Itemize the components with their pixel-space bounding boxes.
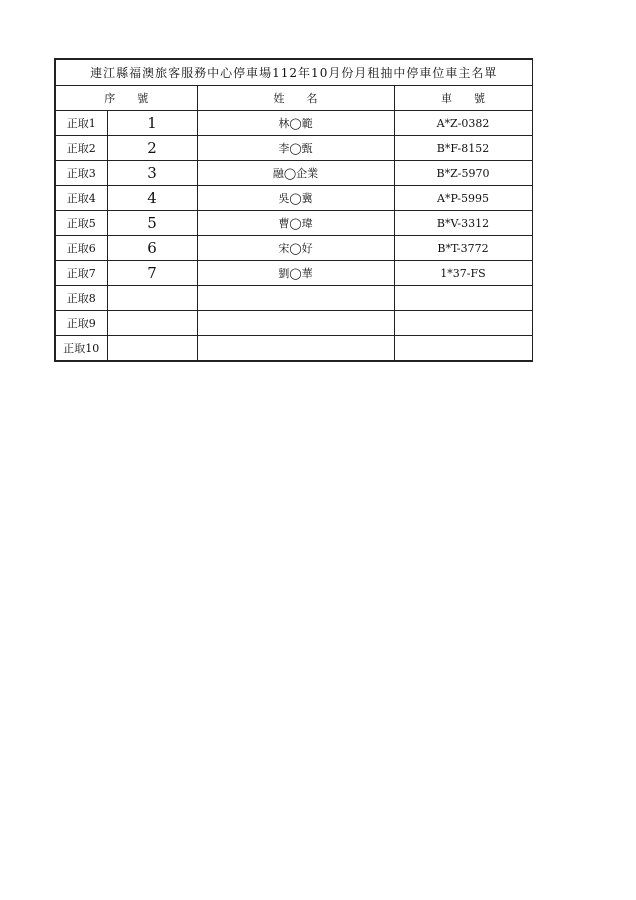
row-number: 4 (107, 186, 197, 211)
row-plate (394, 336, 532, 362)
row-label: 正取9 (55, 311, 107, 336)
row-plate (394, 286, 532, 311)
table-row (55, 161, 532, 186)
row-name (197, 336, 394, 362)
row-name: 吳◯冀 (197, 186, 394, 211)
row-number (107, 336, 197, 362)
row-plate: A*P-5995 (394, 186, 532, 211)
table-row (55, 186, 532, 211)
table-body (55, 111, 532, 362)
table-row (55, 311, 532, 336)
table-row (55, 336, 532, 362)
row-plate: B*F-8152 (394, 136, 532, 161)
table-row (55, 261, 532, 286)
row-label: 正取2 (55, 136, 107, 161)
row-plate: B*Z-5970 (394, 161, 532, 186)
row-number: 1 (107, 111, 197, 136)
row-name: 林◯範 (197, 111, 394, 136)
row-number: 7 (107, 261, 197, 286)
row-label: 正取8 (55, 286, 107, 311)
row-number: 5 (107, 211, 197, 236)
table-row (55, 111, 532, 136)
row-name (197, 311, 394, 336)
document-title: 連江縣福澳旅客服務中心停車場112年10月份月租抽中停車位車主名單 (55, 59, 532, 86)
row-name: 李◯甄 (197, 136, 394, 161)
row-name: 融◯企業 (197, 161, 394, 186)
table-row (55, 286, 532, 311)
row-name: 曹◯瑋 (197, 211, 394, 236)
row-name: 劉◯華 (197, 261, 394, 286)
title-row (55, 59, 532, 86)
row-plate: 1*37-FS (394, 261, 532, 286)
row-label: 正取7 (55, 261, 107, 286)
row-plate: B*V-3312 (394, 211, 532, 236)
row-number: 2 (107, 136, 197, 161)
header-plate: 車 號 (394, 86, 532, 111)
winner-list-table (54, 58, 533, 362)
row-number: 6 (107, 236, 197, 261)
row-name (197, 286, 394, 311)
row-name: 宋◯好 (197, 236, 394, 261)
table-row (55, 136, 532, 161)
header-name: 姓 名 (197, 86, 394, 111)
row-plate: B*T-3772 (394, 236, 532, 261)
row-number: 3 (107, 161, 197, 186)
winner-list-sheet (54, 58, 531, 362)
header-sequence: 序 號 (55, 86, 197, 111)
row-number (107, 311, 197, 336)
row-label: 正取6 (55, 236, 107, 261)
table-row (55, 236, 532, 261)
table-row (55, 211, 532, 236)
row-plate: A*Z-0382 (394, 111, 532, 136)
header-row (55, 86, 532, 111)
row-label: 正取3 (55, 161, 107, 186)
row-number (107, 286, 197, 311)
row-label: 正取5 (55, 211, 107, 236)
row-plate (394, 311, 532, 336)
row-label: 正取4 (55, 186, 107, 211)
row-label: 正取1 (55, 111, 107, 136)
row-label: 正取10 (55, 336, 107, 362)
